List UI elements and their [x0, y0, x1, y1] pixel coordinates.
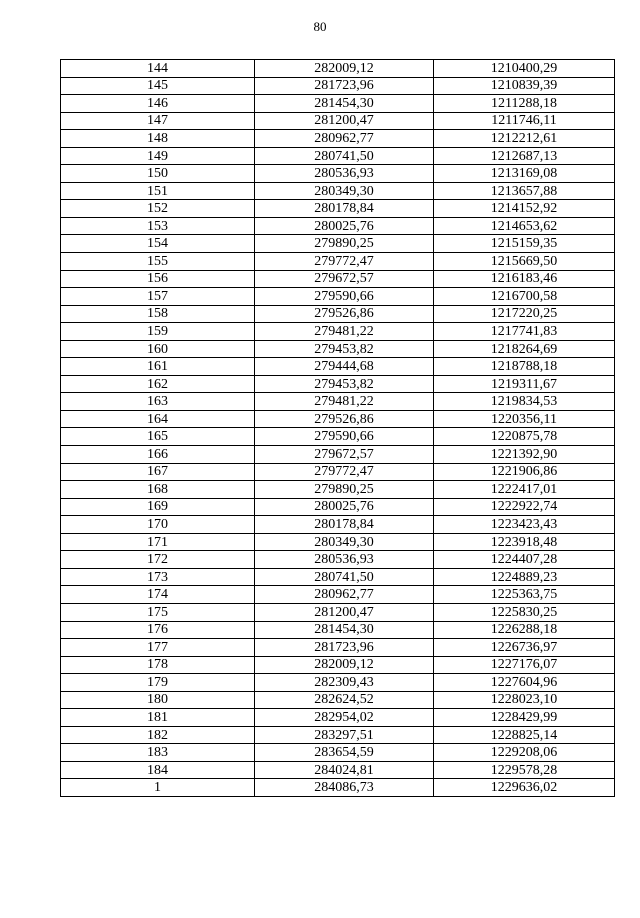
x-coordinate-cell: 280025,76 [255, 217, 434, 235]
x-coordinate-cell: 282309,43 [255, 674, 434, 692]
point-number-cell: 168 [61, 481, 255, 499]
y-coordinate-cell: 1221392,90 [434, 446, 615, 464]
table-row [61, 340, 615, 358]
point-number-cell: 163 [61, 393, 255, 411]
point-number-cell: 145 [61, 77, 255, 95]
y-coordinate-cell: 1229208,06 [434, 744, 615, 762]
point-number-cell: 169 [61, 498, 255, 516]
table-row [61, 95, 615, 113]
x-coordinate-cell: 280178,84 [255, 516, 434, 534]
coordinates-table [60, 59, 615, 797]
table-row [61, 674, 615, 692]
x-coordinate-cell: 279890,25 [255, 481, 434, 499]
x-coordinate-cell: 281454,30 [255, 95, 434, 113]
x-coordinate-cell: 279672,57 [255, 270, 434, 288]
point-number-cell: 147 [61, 112, 255, 130]
y-coordinate-cell: 1226736,97 [434, 639, 615, 657]
point-number-cell: 175 [61, 603, 255, 621]
point-number-cell: 181 [61, 709, 255, 727]
point-number-cell: 160 [61, 340, 255, 358]
y-coordinate-cell: 1222417,01 [434, 481, 615, 499]
y-coordinate-cell: 1213657,88 [434, 182, 615, 200]
y-coordinate-cell: 1214152,92 [434, 200, 615, 218]
x-coordinate-cell: 279526,86 [255, 305, 434, 323]
x-coordinate-cell: 281723,96 [255, 639, 434, 657]
x-coordinate-cell: 282624,52 [255, 691, 434, 709]
table-row [61, 498, 615, 516]
point-number-cell: 156 [61, 270, 255, 288]
table-row [61, 726, 615, 744]
y-coordinate-cell: 1228429,99 [434, 709, 615, 727]
table-row [61, 358, 615, 376]
x-coordinate-cell: 280536,93 [255, 551, 434, 569]
x-coordinate-cell: 284024,81 [255, 761, 434, 779]
x-coordinate-cell: 281200,47 [255, 603, 434, 621]
x-coordinate-cell: 282009,12 [255, 60, 434, 78]
y-coordinate-cell: 1214653,62 [434, 217, 615, 235]
point-number-cell: 180 [61, 691, 255, 709]
table-row [61, 744, 615, 762]
table-row [61, 410, 615, 428]
point-number-cell: 164 [61, 410, 255, 428]
point-number-cell: 177 [61, 639, 255, 657]
y-coordinate-cell: 1226288,18 [434, 621, 615, 639]
point-number-cell: 173 [61, 568, 255, 586]
y-coordinate-cell: 1213169,08 [434, 165, 615, 183]
table-row [61, 270, 615, 288]
point-number-cell: 182 [61, 726, 255, 744]
point-number-cell: 162 [61, 375, 255, 393]
table-row [61, 393, 615, 411]
y-coordinate-cell: 1223423,43 [434, 516, 615, 534]
y-coordinate-cell: 1229636,02 [434, 779, 615, 797]
point-number-cell: 183 [61, 744, 255, 762]
point-number-cell: 178 [61, 656, 255, 674]
x-coordinate-cell: 280741,50 [255, 147, 434, 165]
y-coordinate-cell: 1227176,07 [434, 656, 615, 674]
y-coordinate-cell: 1224889,23 [434, 568, 615, 586]
x-coordinate-cell: 282954,02 [255, 709, 434, 727]
table-row [61, 60, 615, 78]
point-number-cell: 157 [61, 288, 255, 306]
table-row [61, 463, 615, 481]
y-coordinate-cell: 1211746,11 [434, 112, 615, 130]
point-number-cell: 152 [61, 200, 255, 218]
x-coordinate-cell: 284086,73 [255, 779, 434, 797]
y-coordinate-cell: 1212687,13 [434, 147, 615, 165]
point-number-cell: 172 [61, 551, 255, 569]
x-coordinate-cell: 280741,50 [255, 568, 434, 586]
point-number-cell: 149 [61, 147, 255, 165]
x-coordinate-cell: 280025,76 [255, 498, 434, 516]
y-coordinate-cell: 1219834,53 [434, 393, 615, 411]
x-coordinate-cell: 280178,84 [255, 200, 434, 218]
point-number-cell: 165 [61, 428, 255, 446]
table-row [61, 235, 615, 253]
y-coordinate-cell: 1215159,35 [434, 235, 615, 253]
x-coordinate-cell: 282009,12 [255, 656, 434, 674]
table-row [61, 691, 615, 709]
table-row [61, 112, 615, 130]
table-row [61, 375, 615, 393]
table-row [61, 253, 615, 271]
point-number-cell: 153 [61, 217, 255, 235]
point-number-cell: 1 [61, 779, 255, 797]
y-coordinate-cell: 1224407,28 [434, 551, 615, 569]
page-number: 80 [313, 19, 327, 34]
x-coordinate-cell: 280962,77 [255, 130, 434, 148]
table-row [61, 779, 615, 797]
table-row [61, 639, 615, 657]
point-number-cell: 154 [61, 235, 255, 253]
point-number-cell: 148 [61, 130, 255, 148]
table-row [61, 165, 615, 183]
y-coordinate-cell: 1218788,18 [434, 358, 615, 376]
table-row [61, 77, 615, 95]
table-row [61, 130, 615, 148]
table-row [61, 323, 615, 341]
table-row [61, 603, 615, 621]
x-coordinate-cell: 280349,30 [255, 533, 434, 551]
x-coordinate-cell: 281200,47 [255, 112, 434, 130]
y-coordinate-cell: 1220875,78 [434, 428, 615, 446]
y-coordinate-cell: 1219311,67 [434, 375, 615, 393]
y-coordinate-cell: 1225830,25 [434, 603, 615, 621]
table-row [61, 182, 615, 200]
y-coordinate-cell: 1222922,74 [434, 498, 615, 516]
point-number-cell: 184 [61, 761, 255, 779]
y-coordinate-cell: 1225363,75 [434, 586, 615, 604]
x-coordinate-cell: 279672,57 [255, 446, 434, 464]
table-row [61, 305, 615, 323]
x-coordinate-cell: 283654,59 [255, 744, 434, 762]
y-coordinate-cell: 1218264,69 [434, 340, 615, 358]
table-row [61, 761, 615, 779]
y-coordinate-cell: 1228023,10 [434, 691, 615, 709]
x-coordinate-cell: 279481,22 [255, 393, 434, 411]
x-coordinate-cell: 279526,86 [255, 410, 434, 428]
point-number-cell: 151 [61, 182, 255, 200]
table-row [61, 709, 615, 727]
y-coordinate-cell: 1220356,11 [434, 410, 615, 428]
point-number-cell: 167 [61, 463, 255, 481]
table-row [61, 656, 615, 674]
point-number-cell: 158 [61, 305, 255, 323]
point-number-cell: 150 [61, 165, 255, 183]
point-number-cell: 170 [61, 516, 255, 534]
table-row [61, 147, 615, 165]
x-coordinate-cell: 279772,47 [255, 463, 434, 481]
x-coordinate-cell: 279890,25 [255, 235, 434, 253]
y-coordinate-cell: 1221906,86 [434, 463, 615, 481]
y-coordinate-cell: 1215669,50 [434, 253, 615, 271]
y-coordinate-cell: 1210400,29 [434, 60, 615, 78]
point-number-cell: 159 [61, 323, 255, 341]
y-coordinate-cell: 1217741,83 [434, 323, 615, 341]
y-coordinate-cell: 1216700,58 [434, 288, 615, 306]
x-coordinate-cell: 281454,30 [255, 621, 434, 639]
x-coordinate-cell: 280349,30 [255, 182, 434, 200]
x-coordinate-cell: 279453,82 [255, 340, 434, 358]
y-coordinate-cell: 1211288,18 [434, 95, 615, 113]
x-coordinate-cell: 279590,66 [255, 288, 434, 306]
x-coordinate-cell: 279590,66 [255, 428, 434, 446]
y-coordinate-cell: 1228825,14 [434, 726, 615, 744]
x-coordinate-cell: 280536,93 [255, 165, 434, 183]
table-row [61, 288, 615, 306]
table-row [61, 217, 615, 235]
x-coordinate-cell: 279444,68 [255, 358, 434, 376]
y-coordinate-cell: 1223918,48 [434, 533, 615, 551]
point-number-cell: 146 [61, 95, 255, 113]
point-number-cell: 176 [61, 621, 255, 639]
point-number-cell: 155 [61, 253, 255, 271]
y-coordinate-cell: 1212212,61 [434, 130, 615, 148]
point-number-cell: 179 [61, 674, 255, 692]
y-coordinate-cell: 1227604,96 [434, 674, 615, 692]
x-coordinate-cell: 279772,47 [255, 253, 434, 271]
table-row [61, 481, 615, 499]
y-coordinate-cell: 1216183,46 [434, 270, 615, 288]
x-coordinate-cell: 281723,96 [255, 77, 434, 95]
point-number-cell: 171 [61, 533, 255, 551]
x-coordinate-cell: 279453,82 [255, 375, 434, 393]
table-row [61, 551, 615, 569]
point-number-cell: 161 [61, 358, 255, 376]
point-number-cell: 144 [61, 60, 255, 78]
table-row [61, 200, 615, 218]
x-coordinate-cell: 280962,77 [255, 586, 434, 604]
table-row [61, 516, 615, 534]
table-row [61, 533, 615, 551]
y-coordinate-cell: 1210839,39 [434, 77, 615, 95]
point-number-cell: 166 [61, 446, 255, 464]
table-row [61, 446, 615, 464]
table-row [61, 568, 615, 586]
y-coordinate-cell: 1229578,28 [434, 761, 615, 779]
x-coordinate-cell: 283297,51 [255, 726, 434, 744]
table-row [61, 586, 615, 604]
coordinates-table-body [61, 60, 615, 797]
x-coordinate-cell: 279481,22 [255, 323, 434, 341]
y-coordinate-cell: 1217220,25 [434, 305, 615, 323]
table-row [61, 621, 615, 639]
table-row [61, 428, 615, 446]
point-number-cell: 174 [61, 586, 255, 604]
